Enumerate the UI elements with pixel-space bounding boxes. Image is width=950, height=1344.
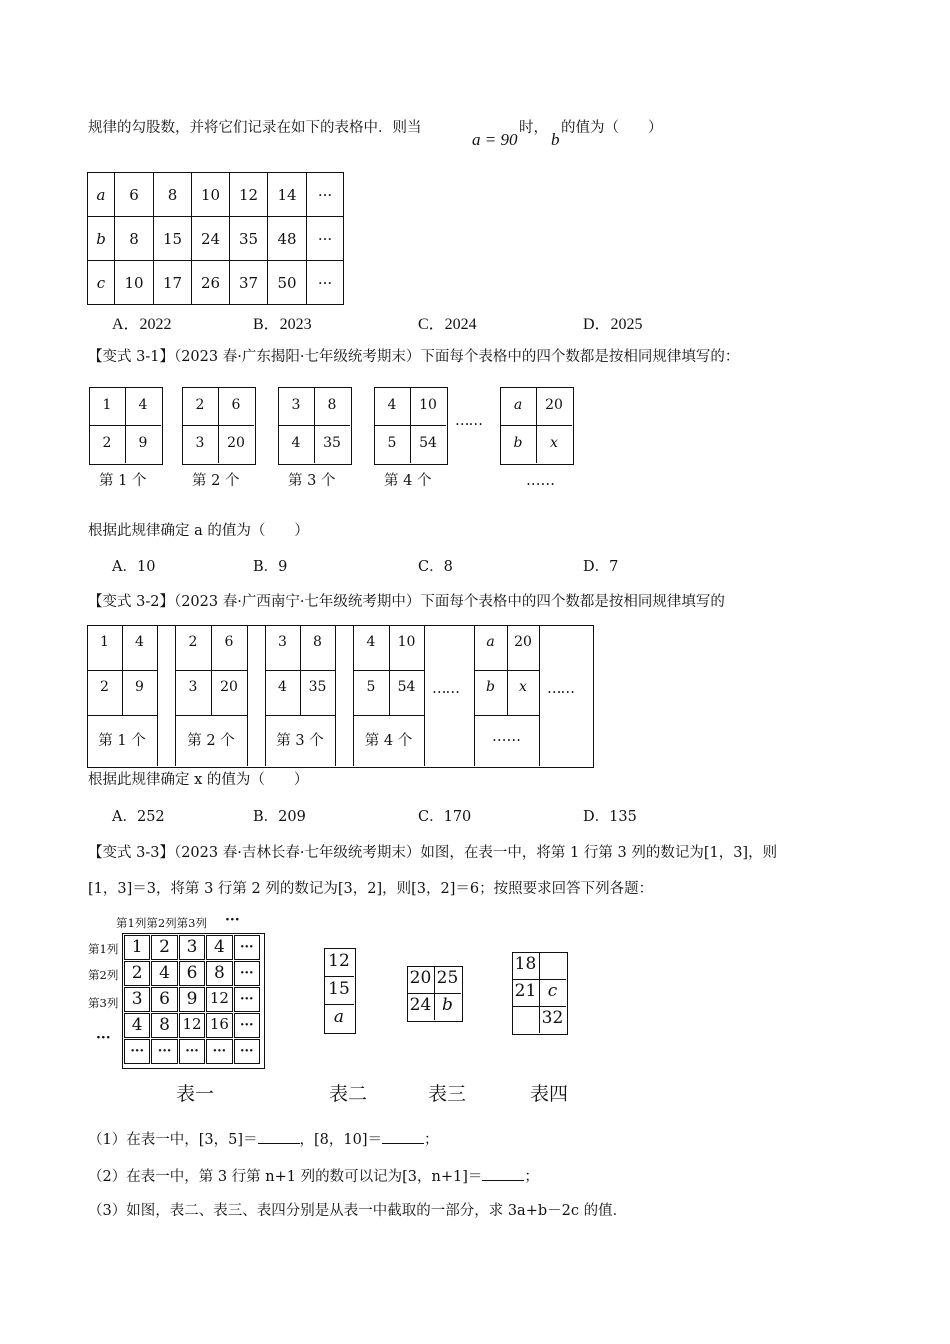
table2-cell: a	[333, 1007, 345, 1027]
grid-divider	[265, 670, 335, 671]
table-label: 表三	[428, 1083, 467, 1105]
table1-cell: 9	[186, 989, 198, 1009]
table1-cell: 8	[159, 1015, 170, 1035]
table1-cell: ···	[212, 1044, 227, 1059]
v31-option-c: C．8	[418, 559, 453, 575]
sub1-text-b: ，[8，10]＝	[299, 1132, 382, 1148]
row-label: 第1列	[88, 942, 119, 956]
table-cell: c	[88, 261, 115, 305]
option-c: C．2024	[418, 316, 477, 333]
grid-cell: 3	[195, 435, 205, 451]
grid-divider	[278, 425, 350, 426]
grid-cell: 10	[397, 634, 416, 650]
grid-cell: 2	[100, 679, 109, 695]
grid-divider	[474, 670, 539, 671]
grid-cell: 10	[419, 397, 437, 413]
sub2-text-a: （2）在表一中，第 3 行第 n+1 列的数可以记为[3，n+1]＝	[88, 1169, 483, 1185]
column-header: 第1列第2列第3列	[116, 916, 207, 930]
table-cell: 8	[115, 217, 154, 261]
ellipsis: ……	[547, 681, 574, 697]
grid-cell: 9	[138, 435, 148, 451]
table-cell: 26	[192, 261, 230, 305]
grid-cell: x	[550, 435, 558, 451]
pythagorean-table	[87, 172, 344, 305]
a-equals-90: a = 90	[472, 130, 518, 149]
table4-cell: c	[547, 981, 558, 1001]
table-cell: ···	[307, 217, 344, 261]
table-row	[88, 261, 344, 305]
frame-divider	[335, 625, 336, 766]
table3-cell: b	[442, 995, 453, 1015]
table4-cell: 18	[514, 954, 537, 974]
table-cell: ···	[307, 261, 344, 305]
table-cell: 17	[154, 261, 192, 305]
table1-cell: ···	[157, 1044, 172, 1059]
grid-cell: 4	[291, 435, 301, 451]
grid-cell: 5	[387, 435, 397, 451]
grid-cell: 5	[366, 679, 376, 695]
grid-cell: 20	[220, 679, 238, 695]
v33-sub3: （3）如图，表二、表三、表四分别是从表一中截取的一部分，求 3a+b－2c 的值．	[88, 1203, 628, 1219]
grid-divider	[182, 425, 254, 426]
table1-cell: 3	[131, 989, 143, 1009]
table3-cell: 25	[436, 968, 459, 988]
intro-text-3: 的值为（ ）	[561, 120, 663, 136]
table-cell: 10	[115, 261, 154, 305]
intro-text-1: 规律的勾股数，并将它们记录在如下的表格中．则当	[88, 120, 422, 136]
grid-cell: a	[486, 634, 495, 650]
grid-cell: 2	[188, 634, 198, 650]
grid-cell: 3	[291, 397, 301, 413]
grid-divider	[175, 715, 247, 716]
table1-cell: 12	[209, 989, 229, 1007]
column-dots: ···	[225, 912, 240, 928]
v32-option-d: D．135	[583, 809, 637, 825]
answer-blank[interactable]	[258, 1129, 300, 1144]
table1-cell: ···	[240, 940, 254, 955]
table2-cell: 15	[328, 979, 350, 999]
grid-cell: 2	[195, 397, 205, 413]
table1-cell: ···	[185, 1044, 199, 1059]
grid-divider	[374, 425, 446, 426]
frame-divider	[247, 625, 248, 766]
intro-line	[88, 118, 422, 138]
v32-title: 【变式 3-2】（2023 春·广西南宁·七年级统考期中）下面每个表格中的四个数都是按相同规律填写的	[88, 594, 725, 610]
grid-caption: 第 4 个	[364, 733, 413, 749]
v31-option-a: A．10	[112, 559, 156, 575]
table-cell: 50	[268, 261, 307, 305]
grid-divider	[500, 425, 572, 426]
v31-title: 【变式 3-1】（2023 春·广东揭阳·七年级统考期末）下面每个表格中的四个数都是按相同规律填写的：	[88, 349, 740, 365]
grid-cell: 6	[224, 634, 234, 650]
grid-cell: 4	[387, 397, 397, 413]
option-a: A．2022	[112, 316, 172, 333]
table1-cell: 4	[131, 1015, 143, 1035]
table-cell: 14	[268, 173, 307, 217]
table1-cell: 6	[159, 989, 170, 1009]
table-cell: 24	[192, 217, 230, 261]
frame-divider	[539, 625, 540, 766]
grid-cell: 8	[313, 634, 322, 650]
table1-cell: 16	[209, 1015, 229, 1033]
frame-divider	[424, 625, 425, 766]
grid-cell: 20	[545, 397, 563, 413]
answer-blank[interactable]	[382, 1129, 424, 1144]
table4-cell: 21	[514, 981, 537, 1001]
table1-cell: 2	[159, 937, 170, 957]
grid-caption: 第 2 个	[187, 733, 235, 749]
v32-option-c: C．170	[418, 809, 472, 825]
grid-caption: ……	[492, 729, 521, 745]
table-cell: 37	[230, 261, 268, 305]
ellipsis: ……	[432, 681, 459, 697]
grid-cell: 35	[308, 679, 327, 695]
table3-cell: 24	[409, 995, 432, 1015]
table-cell: 35	[230, 217, 268, 261]
table-label: 表一	[176, 1083, 215, 1105]
grid-cell: 20	[514, 634, 532, 650]
grid-cell: 8	[327, 397, 337, 413]
table4-cell: 32	[541, 1008, 564, 1028]
grid-divider	[324, 976, 354, 977]
grid-divider	[87, 670, 157, 671]
v33-title: 【变式 3-3】（2023 春·吉林长春·七年级统考期末）如图，在表一中，将第 1 行第 3 列的数记为[1，3]，则	[88, 845, 778, 861]
grid-cell: 54	[397, 679, 416, 695]
row-label: 第3列	[88, 996, 119, 1010]
table-row	[88, 217, 344, 261]
grid-cell: 1	[100, 634, 109, 650]
table1-cell: ···	[240, 1044, 254, 1059]
table-cell: 15	[154, 217, 192, 261]
table1-cell: 4	[159, 963, 170, 983]
grid-cell: 54	[419, 435, 437, 451]
grid-cell: 4	[366, 634, 376, 650]
grid-cell: 3	[278, 634, 287, 650]
v31-question: 根据此规律确定 a 的值为（ ）	[88, 523, 309, 539]
frame-divider	[157, 625, 158, 766]
table1-cell: ···	[240, 992, 254, 1007]
grid-divider	[353, 715, 424, 716]
grid-caption: 第 3 个	[276, 733, 324, 749]
table-label: 表四	[530, 1083, 569, 1105]
table1-cell: 8	[213, 963, 225, 983]
table1-cell: 12	[182, 1015, 202, 1033]
grid-cell: b	[486, 679, 495, 695]
table-label: 表二	[329, 1083, 368, 1105]
table1-cell: 4	[213, 937, 225, 957]
grid-cell: 6	[231, 397, 241, 413]
table-cell: a	[88, 173, 115, 217]
grid-caption: 第 1 个	[98, 733, 146, 749]
table-cell: b	[88, 217, 115, 261]
grid-cell: 4	[138, 397, 148, 413]
grid-caption: 第 4 个	[384, 473, 432, 489]
sub1-text-c: ；	[424, 1132, 439, 1148]
table1-cell: ···	[240, 1018, 254, 1033]
grid-cell: 20	[227, 435, 245, 451]
grid-cell: b	[513, 435, 523, 451]
grid-divider	[89, 425, 161, 426]
grid-caption: 第 2 个	[192, 473, 240, 489]
table1-cell: 2	[131, 963, 143, 983]
v31-option-d: D．7	[583, 559, 619, 575]
v32-option-b: B．209	[253, 809, 306, 825]
v32-question: 根据此规律确定 x 的值为（ ）	[88, 772, 309, 788]
sub1-text-a: （1）在表一中，[3，5]＝	[88, 1132, 258, 1148]
grid-cell: 4	[278, 679, 287, 695]
table-row	[88, 173, 344, 217]
grid-divider	[87, 715, 157, 716]
option-b: B．2023	[253, 316, 312, 333]
option-d: D．2025	[583, 316, 643, 333]
grid-cell: x	[519, 679, 527, 695]
grid-cell: 4	[135, 634, 144, 650]
grid-cell: 9	[135, 679, 144, 695]
grid-caption: 第 1 个	[99, 473, 147, 489]
table1-cell: 1	[131, 937, 143, 957]
grid-cell: a	[513, 397, 523, 413]
table1-cell: ···	[130, 1044, 144, 1059]
grid-divider	[324, 1004, 354, 1005]
row-label: ···	[96, 1030, 111, 1046]
intro-text-2: 时，	[519, 120, 548, 136]
table-cell: 10	[192, 173, 230, 217]
table-cell: 12	[230, 173, 268, 217]
v31-option-b: B．9	[253, 559, 288, 575]
grid-divider	[175, 670, 247, 671]
table1-cell: ···	[240, 966, 254, 981]
grid-cell: 3	[188, 679, 198, 695]
row-label: 第2列	[88, 968, 119, 982]
b-variable: b	[551, 130, 560, 149]
grid-divider	[353, 670, 424, 671]
grid-cell: 1	[102, 397, 112, 413]
ellipsis: ……	[455, 413, 482, 429]
v33-line2: [1，3]＝3，将第 3 行第 2 列的数记为[3，2]，则[3，2]＝6；按照要求回答下列各题：	[88, 881, 654, 897]
v33-sub1	[88, 1129, 439, 1150]
table1-cell: 6	[186, 963, 198, 983]
table-cell: 48	[268, 217, 307, 261]
table2-cell: 12	[328, 951, 350, 971]
table3-cell: 20	[409, 968, 432, 988]
grid-cell: 35	[323, 435, 341, 451]
table-cell: ···	[307, 173, 344, 217]
answer-blank[interactable]	[482, 1166, 524, 1181]
v33-sub2	[88, 1166, 539, 1187]
grid-caption: 第 3 个	[288, 473, 336, 489]
sub2-text-b: ；	[524, 1169, 539, 1185]
grid-cell: 2	[102, 435, 112, 451]
table1-cell: 3	[186, 937, 198, 957]
v32-option-a: A．252	[112, 809, 165, 825]
grid-divider	[265, 715, 335, 716]
grid-divider	[474, 715, 539, 716]
table-cell: 6	[115, 173, 154, 217]
grid-caption: ……	[526, 473, 555, 489]
table-cell: 8	[154, 173, 192, 217]
